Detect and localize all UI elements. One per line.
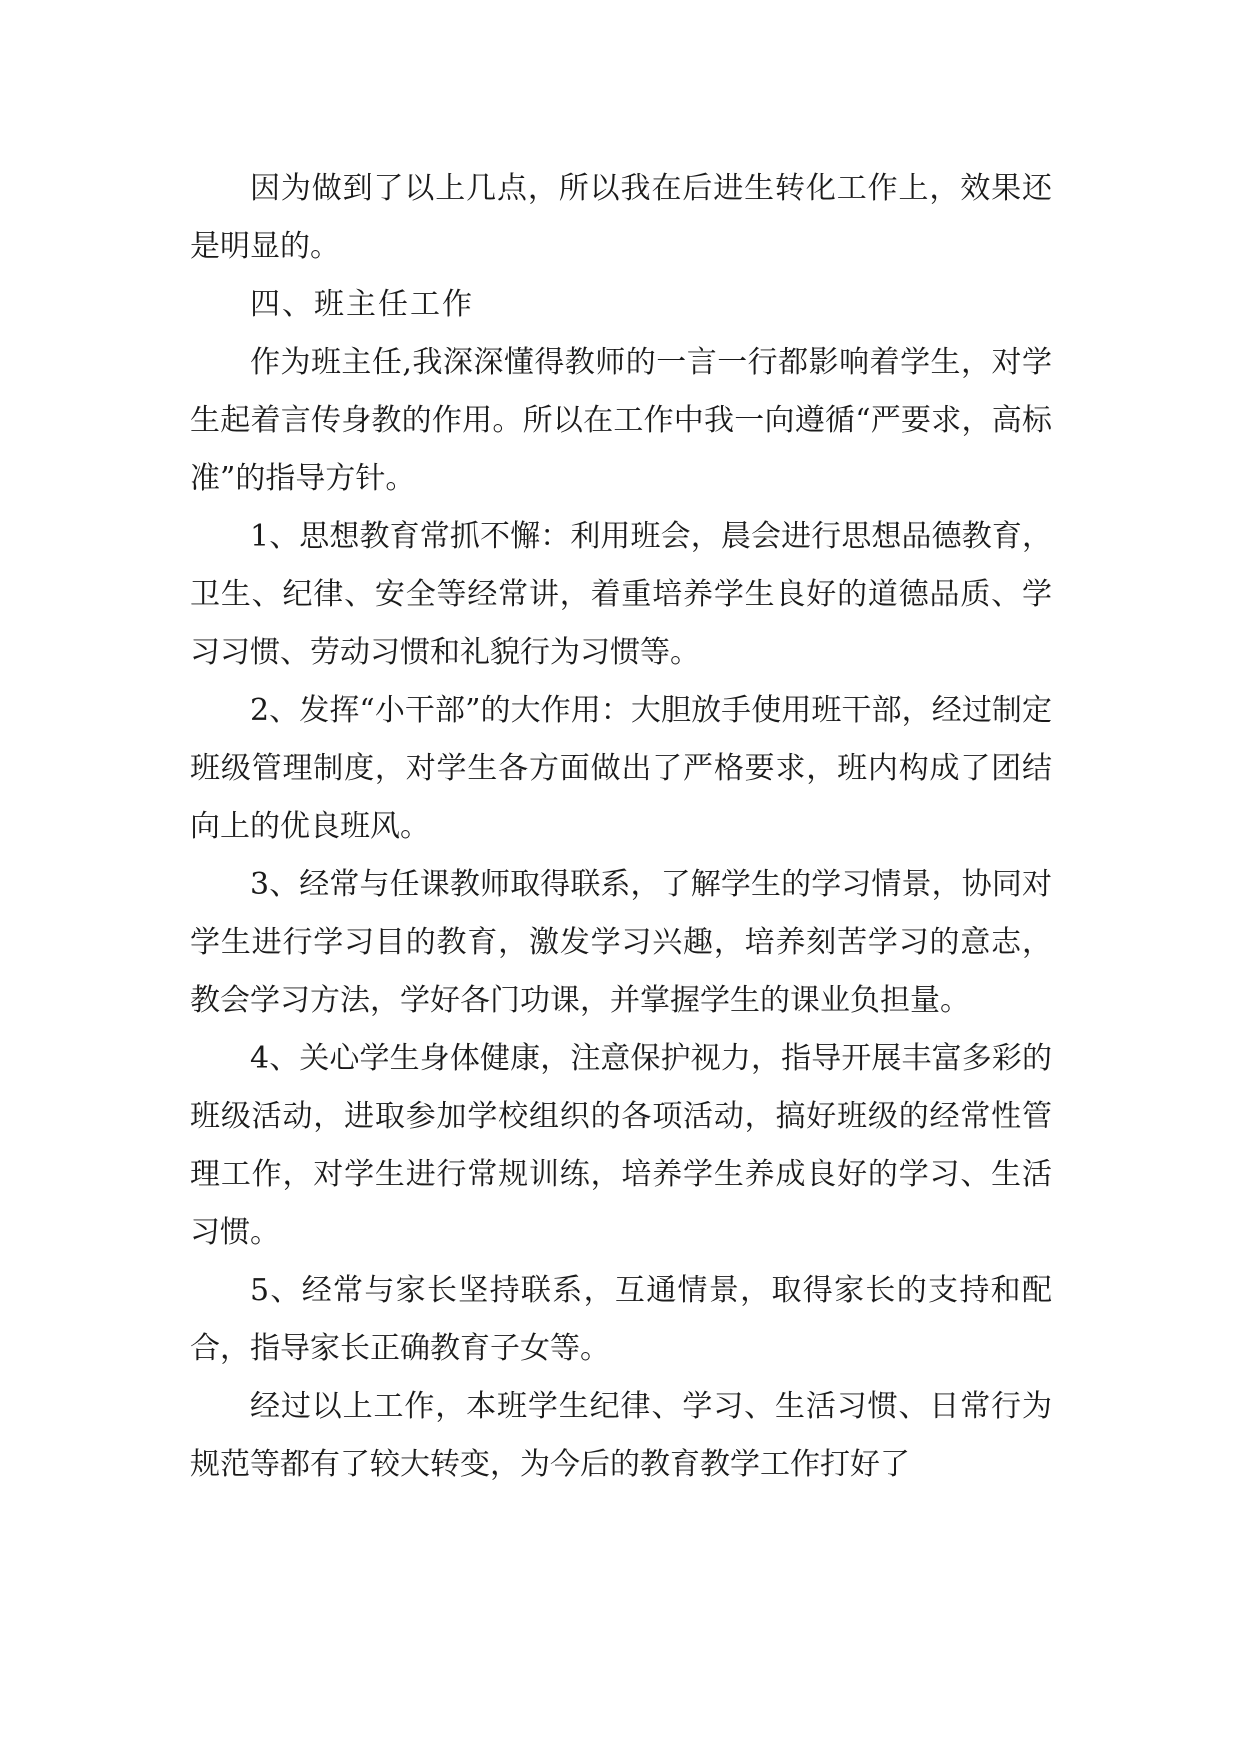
paragraph-item-1: 1、思想教育常抓不懈：利用班会，晨会进行思想品德教育，卫生、纪律、安全等经常讲，着重培养学生良好的道德品质、学习习惯、劳动习惯和礼貌行为习惯等。 [190,519,1052,670]
paragraph-intro-class-teacher: 作为班主任,我深深懂得教师的一言一行都影响着学生，对学生起着言传身教的作用。所以在工作中我一向遵循“严要求，高标准”的指导方针。 [190,345,1052,496]
document-page [190,160,1052,1494]
paragraph-item-3: 3、经常与任课教师取得联系，了解学生的学习情景，协同对学生进行学习目的教育，激发学习兴趣，培养刻苦学习的意志，教会学习方法，学好各门功课，并掌握学生的课业负担量。 [190,867,1052,1018]
paragraph-item-5: 5、经常与家长坚持联系，互通情景，取得家长的支持和配合，指导家长正确教育子女等。 [190,1273,1052,1366]
paragraph-conclusion-transform: 因为做到了以上几点，所以我在后进生转化工作上，效果还是明显的。 [190,171,1052,264]
paragraph-summary: 经过以上工作，本班学生纪律、学习、生活习惯、日常行为规范等都有了较大转变，为今后的教育教学工作打好了 [190,1389,1052,1482]
paragraph-item-2: 2、发挥“小干部”的大作用：大胆放手使用班干部，经过制定班级管理制度，对学生各方面做出了严格要求，班内构成了团结向上的优良班风。 [190,693,1052,844]
section-heading-class-teacher-work: 四、班主任工作 [250,287,474,322]
paragraph-item-4: 4、关心学生身体健康，注意保护视力，指导开展丰富多彩的班级活动，进取参加学校组织的各项活动，搞好班级的经常性管理工作，对学生进行常规训练，培养学生养成良好的学习、生活习惯。 [190,1041,1052,1250]
